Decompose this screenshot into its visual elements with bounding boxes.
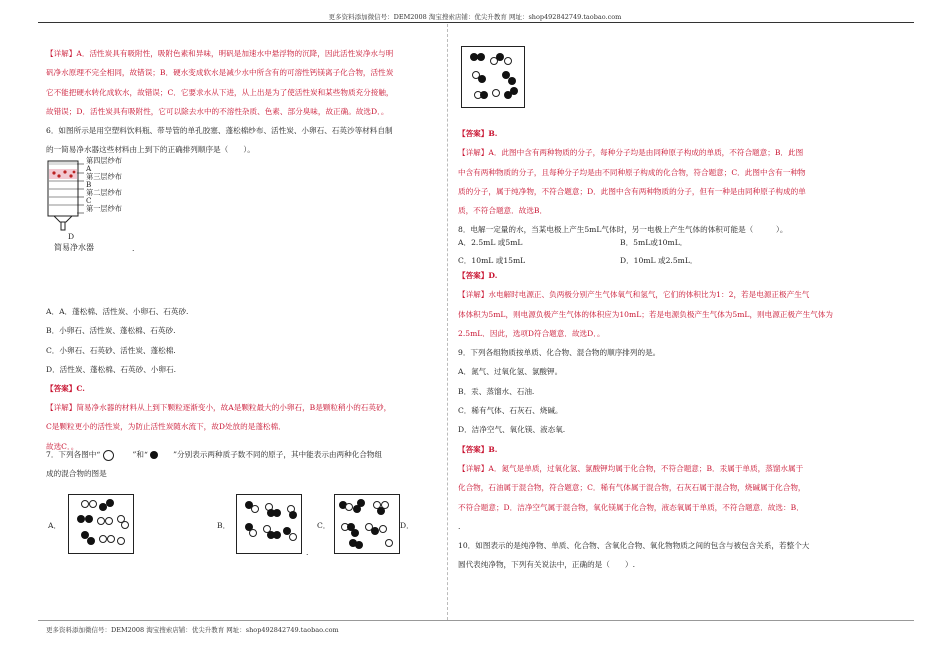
q7-stem	[46, 445, 441, 484]
molecule-box-a	[68, 494, 134, 554]
q9-stem: 9．下列各组物质按单质、化合物、混合物的顺序排列的是。	[458, 348, 661, 358]
q9-detail-line: 【详解】A．氮气是单质，过氧化氢、氯酸钾均属于化合物，不符合题意；B．汞属于单质，蒸馏水属于	[458, 463, 804, 473]
q6-option: A．A．蓬松棉、活性炭、小卵石、石英砂.	[46, 307, 189, 316]
q9-detail-line: 化合物，石油属于混合物，符合题意；C．稀有气体属于混合物，石灰石属于混合物，烧碱属于化合物，	[458, 483, 806, 493]
filter-label: 第一层纱布	[86, 204, 122, 213]
q8-option-b: B．5mL或10mL．	[620, 238, 688, 247]
filter-label: 第三层纱布	[86, 172, 122, 181]
q8-option-a: A．2.5mL 或5mL	[458, 238, 523, 247]
q9-option: A．氮气、过氧化氢、氯酸钾。	[458, 367, 563, 377]
molecule-box-b	[236, 494, 302, 554]
q7-detail-line: 【详解】A．此图中含有两种物质的分子，每种分子均是由同种原子构成的单质，不符合题意；B．此图	[458, 148, 804, 158]
black-atom-icon	[150, 451, 158, 459]
q7-detail-line: 中含有两种物质的分子，且每种分子均是由不同种原子构成的化合物，符合题意；C．此图中含有一种物	[458, 167, 806, 177]
page-footer: 更多资料添加微信号：DEM2008 淘宝搜索店铺：优尖升教育 网址：shop492842749.taobao.com	[46, 626, 339, 634]
q7-stem-line: 成的混合物的图是	[46, 469, 107, 479]
q7-solution	[458, 124, 853, 240]
q6-stem	[46, 121, 441, 160]
q7-answer: 【答案】B.	[458, 129, 498, 138]
filter-label: A	[86, 164, 92, 173]
q6-option: D．活性炭、蓬松棉、石英砂、小卵石.	[46, 364, 177, 374]
q6-detail-line: 故选C．。	[46, 441, 79, 451]
q10-stem-line: 10．如图表示的是纯净物、单质、化合物、含氧化合物、氧化物物质之间的包含与被包含关系，若整个大	[458, 541, 810, 551]
q7-detail-line: 质的分子，属于纯净物，不符合题意；D．此图中含有两种物质的分子，但有一种是由同种原子构成的单	[458, 186, 806, 196]
q5-detail-line: 矾净水原理不完全相同，故错误；B．硬水变成软水是减少水中所含有的可溶性钙镁离子化合物，活性炭	[46, 68, 394, 78]
q7-stem-part: ”和“	[132, 450, 148, 459]
q8-detail-line: 体体积为5mL，则电源负极产生气体的体积应为10mL；若是电源负极产生气体为5mL，则电源正极产生气体为	[458, 309, 833, 319]
q6-stem-line: 6．如图所示是用空塑料饮料瓶、带导管的单孔胶塞、蓬松棉纱布、活性炭、小卵石、石英沙等材料自制	[46, 126, 393, 135]
q8-stem: 8．电解一定量的水，当某电极上产生5mL气体时，另一电极上产生气体的体积可能是（ ）。	[458, 225, 788, 235]
q5-detail-line: 它不能把硬水转化成软水，故错误；C．它要求水从下进，从上出是为了使活性炭和某些物质充分接触，	[46, 87, 394, 97]
filter-label: 第二层纱布	[86, 188, 122, 197]
q6-option: B．小卵石、活性炭、蓬松棉、石英砂.	[46, 326, 176, 336]
page-header: 更多资料添加微信号：DEM2008 淘宝搜索店铺：优尖升教育 网址：shop492842749.taobao.com	[328, 13, 622, 21]
trailing-dot: .	[306, 548, 309, 557]
q6-answer: 【答案】C.	[46, 384, 85, 394]
q6-options	[46, 302, 441, 398]
filter-label: 第四层纱布	[86, 156, 122, 165]
q6-detail-line: 【详解】简易净水器的材料从上到下颗粒逐渐变小，故A是颗粒最大的小卵石，B是颗粒稍小的石英砂，	[46, 403, 392, 412]
white-atom-icon	[103, 450, 114, 461]
q9-detail-line: 不符合题意；D．洁净空气属于混合物，氧化镁属于化合物，液态氧属于单质，不符合题意．故选：B．	[458, 502, 804, 512]
footer-rule	[38, 620, 914, 621]
q6-stem-line: 的一简易净水器这些材料由上到下的正确排列顺序是（ ）。	[46, 145, 255, 155]
molecule-box-c	[334, 494, 400, 554]
q7-option-d-label: D．	[400, 521, 414, 530]
q7-option-a-label: A．	[48, 521, 62, 530]
q8-detail-line: 【详解】水电解时电源正、负两极分别产生气体氧气和氢气，它们的体积比为1：2，若是电源正极产生气	[458, 290, 810, 300]
q8-option-d: D．10mL 或2.5mL．	[620, 256, 698, 265]
q5-detail	[46, 44, 441, 121]
q9-option: B．汞、蒸馏水、石油.	[458, 386, 535, 396]
q9-option: C．稀有气体、石灰石、烧碱。	[458, 406, 563, 416]
q9-option: D．洁净空气、氧化镁、液态氧.	[458, 425, 566, 435]
filter-label-d: D	[68, 232, 75, 241]
q7-option-c-label: C．	[317, 521, 331, 530]
molecule-box-d	[461, 46, 525, 108]
q9-answer: 【答案】B.	[458, 444, 498, 454]
q8-detail-line: 2.5mL．因此，选项D符合题意．故选D．。	[458, 328, 605, 338]
q7-detail-line: 质，不符合题意．故选B．	[458, 206, 548, 216]
q8-solution	[458, 266, 853, 575]
filter-label: C	[86, 196, 92, 205]
q8-answer: 【答案】D.	[458, 271, 498, 280]
figure-dot: .	[132, 244, 135, 253]
filter-label: B	[86, 180, 92, 189]
q5-detail-line: 故错误；D．活性炭具有吸附性，它可以除去水中的不溶性杂质、色素、部分臭味，故正确。故选D．。	[46, 106, 389, 116]
filter-caption: 简易净水器	[54, 243, 94, 252]
q5-detail-line: 【详解】A．活性炭具有吸附性，吸附色素和异味，明矾是加速水中悬浮物的沉降，因此活性炭净水与明	[46, 49, 394, 58]
header-rule	[38, 22, 914, 23]
q7-stem-part: 7．下列各图中“	[46, 450, 101, 459]
q9-tail: .	[458, 521, 461, 531]
q6-option: C．小卵石、石英砂、活性炭、蓬松棉.	[46, 345, 176, 355]
q7-option-b-label: B．	[217, 521, 231, 530]
q10-stem-line: 圆代表纯净物，下列有关说法中，正确的是（ ）.	[458, 560, 636, 570]
filter-labels	[86, 157, 122, 213]
q7-stem-part: ”分别表示两种质子数不同的原子，其中能表示由两种化合物组	[173, 450, 383, 459]
q6-detail-line: C是颗粒更小的活性炭，为防止活性炭随水流下，故D处放的是蓬松棉．	[46, 422, 286, 432]
q8-option-c: C．10mL 或15mL	[458, 256, 526, 265]
column-divider	[447, 24, 448, 620]
